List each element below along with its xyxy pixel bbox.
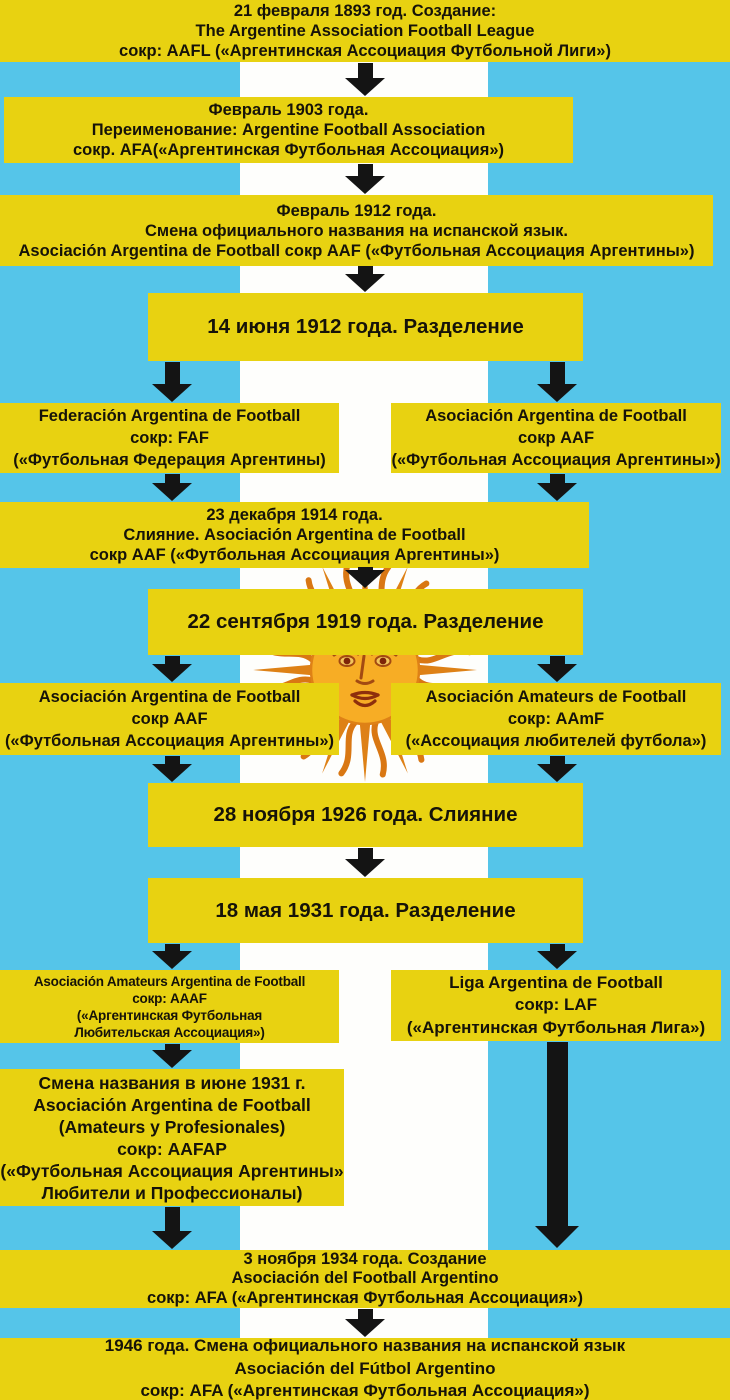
flow-box-1914-merge: 23 декабря 1914 года. Слияние. Asociación Argentina de Football сокр AAF («Футбольная Ассоциация Аргентины») [0,502,589,568]
arrow-down-1919-left [152,656,192,682]
arrow-down-split-left-faf [152,362,192,402]
flow-box-1919-division: 22 сентября 1919 года. Разделение [148,589,583,655]
arrow-down-1931-left [152,944,192,969]
arrow-down-1934-1946 [345,1309,385,1337]
arrow-down-aamf-1926 [537,756,577,782]
flow-box-aaf-1919: Asociación Argentina de Football сокр AAF («Футбольная Ассоциация Аргентины») [0,683,339,755]
arrow-down-1912-split [345,266,385,292]
flow-box-1912-division: 14 июня 1912 года. Разделение [148,293,583,361]
flow-box-faf: Federación Argentina de Football сокр: FAF («Футбольная Федерация Аргентины) [0,403,339,473]
arrow-down-aaf-merge [537,474,577,501]
arrow-down-laf-1934-long [535,1042,579,1248]
flow-box-laf: Liga Argentina de Football сокр: LAF («Аргентинская Футбольная Лига») [391,970,721,1041]
arrow-down-1919-right [537,656,577,682]
arrow-down-split-right-aaf [537,362,577,402]
flow-box-1903-rename: Февраль 1903 года. Переименование: Argentine Football Association сокр. AFA(«Аргентинская Футбольная Ассоциация») [4,97,573,163]
arrow-down-aaaf-rename [152,1044,192,1068]
flow-box-1934-afa: 3 ноября 1934 года. Создание Asociación del Football Argentino сокр: AFA («Аргентинская Футбольная Ассоциация») [0,1250,730,1308]
flow-box-aafap-rename: Смена названия в июне 1931 г. Asociación Argentina de Football (Amateurs y Profesionales) сокр: AAFAP («Футбольная Ассоциация Аргентины» Любители и Профессионалы) [0,1069,344,1206]
flow-box-1946-spanish-name: 1946 года. Смена официального названия на испанской язык Asociación del Fútbol Argentino сокр: AFA («Аргентинская Футбольная Ассоциация») [0,1338,730,1400]
arrow-down-1914-1919 [345,567,385,588]
flow-box-1893-founding: 21 февраля 1893 год. Создание: The Argentine Association Football League сокр: AAFL («Аргентинская Ассоциация Футбольной Лиги») [0,0,730,62]
arrow-down-aaf-1926 [152,756,192,782]
arrow-down-aafap-1934 [152,1207,192,1249]
flow-box-1931-division: 18 мая 1931 года. Разделение [148,878,583,943]
arrow-down-1926-1931 [345,848,385,877]
arrow-down-1893-1903 [345,63,385,96]
flow-box-aaf-1912: Asociación Argentina de Football сокр AAF («Футбольная Ассоциация Аргентины») [391,403,721,473]
flow-box-1926-merge: 28 ноября 1926 года. Слияние [148,783,583,847]
flow-box-1912-spanish-name: Февраль 1912 года. Смена официального названия на испанской язык. Asociación Argentina de Football сокр AAF («Футбольная Ассоциация Аргентины») [0,195,713,266]
flow-box-aaaf: Asociación Amateurs Argentina de Football сокр: AAAF («Аргентинская Футбольная Любительская Ассоциация») [0,970,339,1043]
flow-box-aamf: Asociación Amateurs de Football сокр: AAmF («Ассоциация любителей футбола») [391,683,721,755]
arrow-down-1931-right [537,944,577,969]
arrow-down-1903-1912 [345,164,385,194]
arrow-down-faf-merge [152,474,192,501]
